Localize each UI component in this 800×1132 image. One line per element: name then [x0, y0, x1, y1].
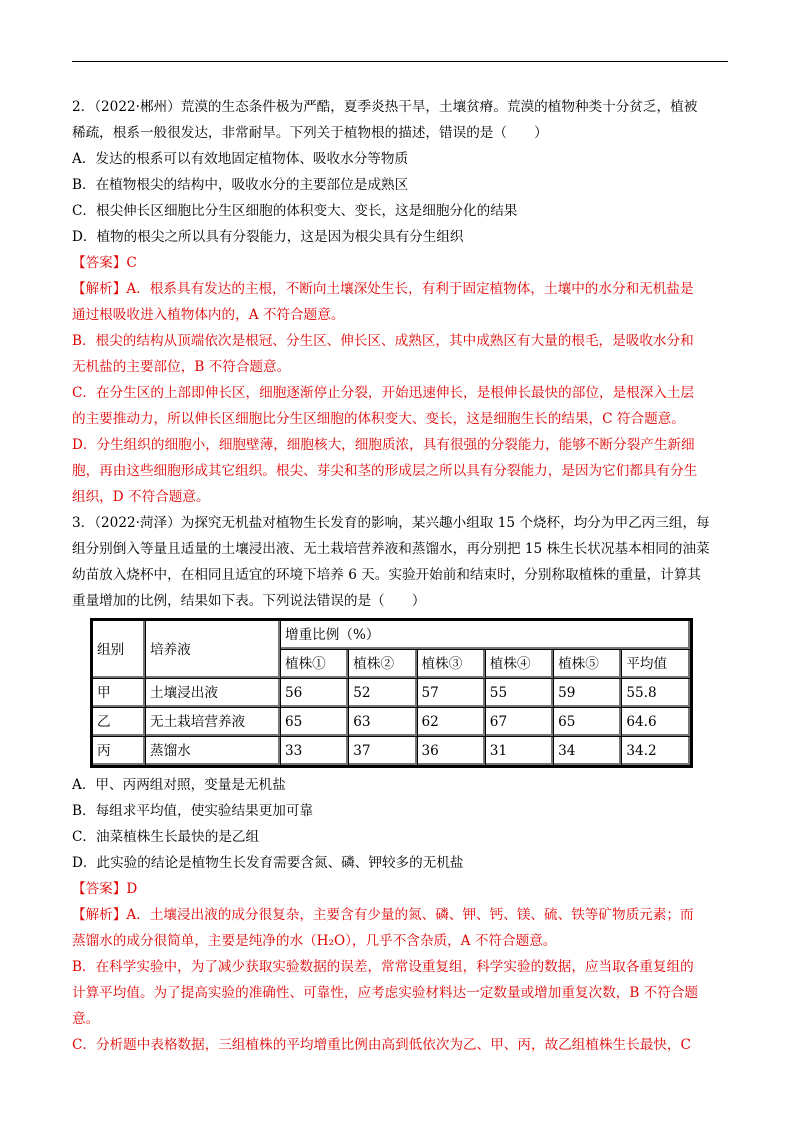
q3-option-b: B．每组求平均值，使实验结果更加可靠 [72, 803, 314, 819]
value-cell: 34 [554, 737, 622, 767]
subheader-cell: 植株④ [485, 650, 553, 679]
q2-option-c: C．根尖伸长区细胞比分生区细胞的体积变大、变长，这是细胞分化的结果 [72, 203, 518, 219]
q3-option-a: A．甲、丙两组对照，变量是无机盐 [72, 777, 286, 793]
subheader-cell: 植株② [349, 650, 417, 679]
q3-option-c: C．油菜植株生长最快的是乙组 [72, 829, 260, 845]
q2-stem-line2: 稀疏，根系一般很发达，非常耐旱。下列关于植物根的描述，错误的是（ ） [72, 125, 548, 141]
q2-analysis-line: 无机盐的主要部位，B 不符合题意。 [72, 359, 291, 375]
solution-cell: 土壤浸出液 [146, 679, 281, 708]
q3-option-d: D．此实验的结论是植物生长发育需要含氮、磷、钾较多的无机盐 [72, 855, 464, 871]
q3-stem-line: 幼苗放入烧杯中，在相同且适宜的环境下培养 6 天。实验开始前和结束时，分别称取植株的重量，计算其 [72, 567, 702, 583]
header-ratio: 增重比例（%） [281, 620, 692, 650]
value-cell: 63 [349, 708, 417, 737]
q3-analysis-line: 蒸馏水的成分很简单，主要是纯净的水（H₂O），几乎不含杂质，A 不符合题意。 [72, 933, 557, 949]
q2-answer: 【答案】C [72, 255, 137, 271]
q2-analysis-line: 【解析】A．根系具有发达的主根，不断向土壤深处生长，有利于固定植物体，土壤中的水分和无机盐是 [72, 281, 694, 297]
q2-analysis-line: C．在分生区的上部即伸长区，细胞逐渐停止分裂，开始迅速伸长，是根伸长最快的部位，是根深入土层 [72, 385, 695, 401]
results-table [90, 618, 693, 768]
q2-stem-line1: 2．（2022·郴州）荒漠的生态条件极为严酷，夏季炎热干旱，土壤贫瘠。荒漠的植物种类十分贫乏，植被 [72, 99, 698, 115]
average-cell: 34.2 [622, 737, 692, 767]
value-cell: 52 [349, 679, 417, 708]
q2-analysis-line: 通过根吸收进入植物体内的，A 不符合题意。 [72, 307, 345, 323]
q3-analysis-line: B．在科学实验中，为了减少获取实验数据的误差，常常设重复组，科学实验的数据，应当取各重复组的 [72, 959, 694, 975]
q2-analysis-line: D．分生组织的细胞小，细胞壁薄，细胞核大，细胞质浓，具有很强的分裂能力，能够不断分裂产生新细 [72, 437, 695, 453]
header-group: 组别 [92, 620, 146, 679]
value-cell: 65 [281, 708, 349, 737]
value-cell: 31 [485, 737, 553, 767]
value-cell: 36 [417, 737, 485, 767]
q3-answer: 【答案】D [72, 881, 138, 897]
solution-cell: 蒸馏水 [146, 737, 281, 767]
q2-analysis-line: 的主要推动力，所以伸长区细胞比分生区细胞的体积变大、变长，这是细胞生长的结果，C 符合题意。 [72, 411, 685, 427]
group-cell: 丙 [92, 737, 146, 767]
value-cell: 57 [417, 679, 485, 708]
solution-cell: 无土栽培营养液 [146, 708, 281, 737]
q2-analysis-line: B．根尖的结构从顶端依次是根冠、分生区、伸长区、成熟区，其中成熟区有大量的根毛，是吸收水分和 [72, 333, 694, 349]
header-rule [72, 61, 728, 62]
table-row [92, 737, 692, 767]
average-cell: 64.6 [622, 708, 692, 737]
q3-analysis-line: 计算平均值。为了提高实验的准确性、可靠性，应考虑实验材料达一定数量或增加重复次数，B 不符合题 [72, 985, 699, 1001]
value-cell: 59 [554, 679, 622, 708]
value-cell: 56 [281, 679, 349, 708]
subheader-cell: 植株③ [417, 650, 485, 679]
q3-analysis-line: 【解析】A．土壤浸出液的成分很复杂，主要含有少量的氮、磷、钾、钙、镁、硫、铁等矿物质元素；而 [72, 907, 694, 923]
subheader-cell: 植株① [281, 650, 349, 679]
q2-option-b: B．在植物根尖的结构中，吸收水分的主要部位是成熟区 [72, 177, 409, 193]
q2-analysis-line: 胞，再由这些细胞形成其它组织。根尖、芽尖和茎的形成层之所以具有分裂能力，是因为它们都具有分生 [72, 463, 698, 479]
table-header-row [92, 620, 692, 650]
q3-stem-line: 3．（2022·菏泽）为探究无机盐对植物生长发育的影响，某兴趣小组取 15 个烧杯，均分为甲乙丙三组，每 [72, 515, 710, 531]
q3-stem-line: 重量增加的比例，结果如下表。下列说法错误的是（ ） [72, 593, 426, 609]
q2-analysis-line: 组织，D 不符合题意。 [72, 489, 210, 505]
value-cell: 37 [349, 737, 417, 767]
header-solution: 培养液 [146, 620, 281, 679]
q2-option-a: A．发达的根系可以有效地固定植物体、吸收水分等物质 [72, 151, 409, 167]
average-cell: 55.8 [622, 679, 692, 708]
value-cell: 67 [485, 708, 553, 737]
value-cell: 55 [485, 679, 553, 708]
value-cell: 65 [554, 708, 622, 737]
subheader-cell: 植株⑤ [554, 650, 622, 679]
q3-analysis-line: 意。 [72, 1011, 100, 1027]
document-body [72, 94, 728, 1058]
subheader-cell: 平均值 [622, 650, 692, 679]
value-cell: 62 [417, 708, 485, 737]
table-row [92, 679, 692, 708]
value-cell: 33 [281, 737, 349, 767]
group-cell: 乙 [92, 708, 146, 737]
group-cell: 甲 [92, 679, 146, 708]
table-row [92, 708, 692, 737]
q2-option-d: D．植物的根尖之所以具有分裂能力，这是因为根尖具有分生组织 [72, 229, 464, 245]
q3-analysis-line: C．分析题中表格数据，三组植株的平均增重比例由高到低依次为乙、甲、丙，故乙组植株生长最快，C [72, 1037, 691, 1053]
q3-stem-line: 组分别倒入等量且适量的土壤浸出液、无土栽培营养液和蒸馏水，再分别把 15 株生长状况基本相同的油菜 [72, 541, 710, 557]
